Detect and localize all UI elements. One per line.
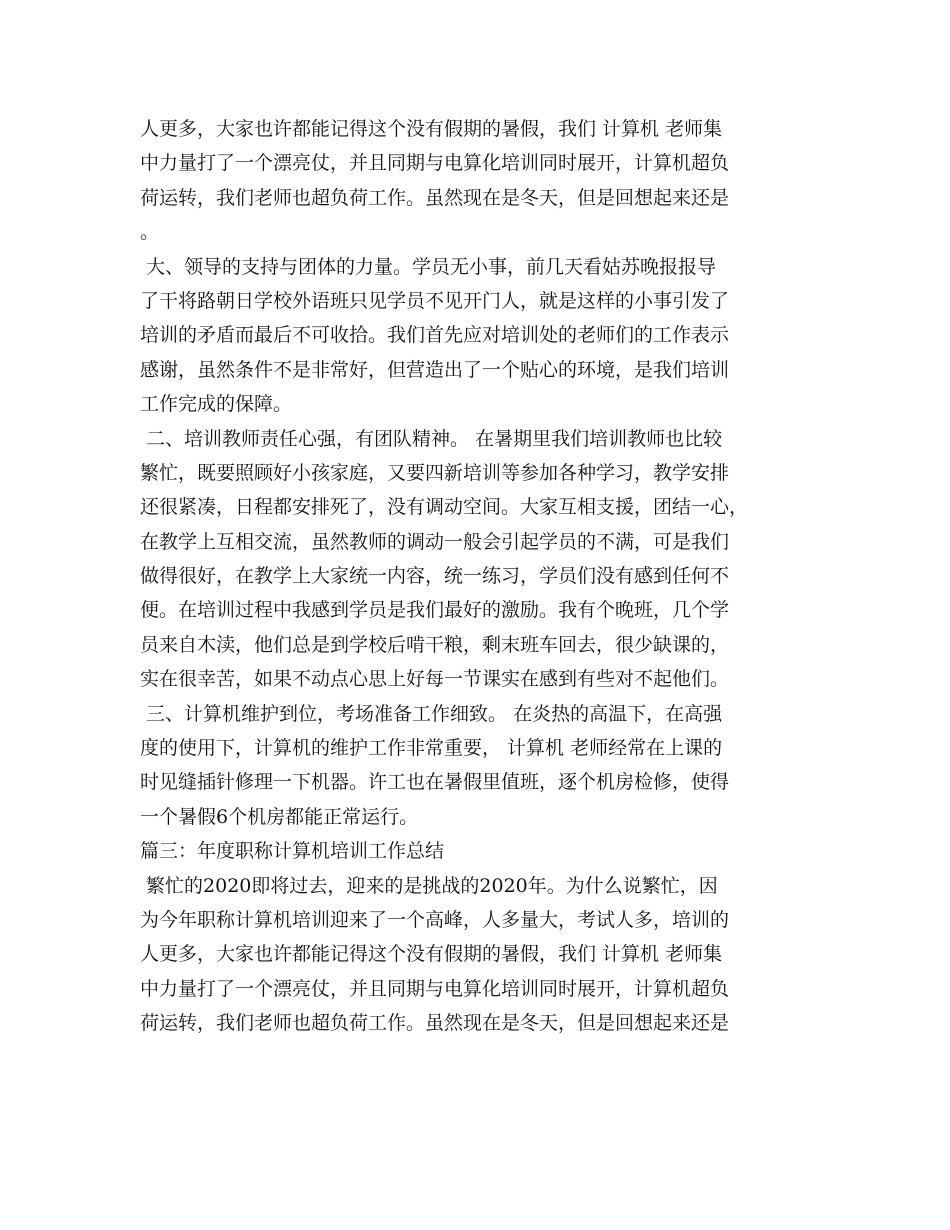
text-line: 。 — [140, 221, 160, 244]
text-line: 在教学上互相交流，虽然教师的调动一般会引起学员的不满，可是我们 — [140, 530, 730, 553]
text-line: 时见缝插针修理一下机器。许工也在暑假里值班，逐个机房检修，使得 — [140, 771, 730, 794]
text-line: 一个暑假6个机房都能正常运行。 — [140, 805, 419, 828]
text-line: 人更多，大家也许都能记得这个没有假期的暑假，我们 计算机 老师集 — [140, 943, 723, 966]
text-line: 感谢，虽然条件不是非常好，但营造出了一个贴心的环境，是我们培训 — [140, 358, 730, 381]
text-line: 员来自木渎，他们总是到学校后啃干粮，剩末班车回去，很少缺课的， — [140, 633, 730, 656]
text-line: 培训的矛盾而最后不可收拾。我们首先应对培训处的老师们的工作表示 — [140, 324, 730, 347]
text-line: 中力量打了一个漂亮仗，并且同期与电算化培训同时展开，计算机超负 — [140, 977, 730, 1000]
text-line: 荷运转，我们老师也超负荷工作。虽然现在是冬天，但是回想起来还是 — [140, 1012, 730, 1035]
text-line: 工作完成的保障。 — [140, 393, 293, 416]
text-line: 人更多，大家也许都能记得这个没有假期的暑假，我们 计算机 老师集 — [140, 118, 723, 140]
section-heading-line: 二、培训教师责任心强，有团队精神。 在暑期里我们培训教师也比较 — [140, 427, 723, 450]
text-line: 度的使用下，计算机的维护工作非常重要， 计算机 老师经常在上课的 — [140, 737, 723, 760]
article-title: 篇三：年度职称计算机培训工作总结 — [140, 840, 445, 863]
text-line: 便。在培训过程中我感到学员是我们最好的激励。我有个晚班，几个学 — [140, 599, 730, 622]
text-line: 为今年职称计算机培训迎来了一个高峰，人多量大，考试人多，培训的 — [140, 908, 730, 931]
text-line: 中力量打了一个漂亮仗，并且同期与电算化培训同时展开，计算机超负 — [140, 152, 730, 175]
text-line: 繁忙，既要照顾好小孩家庭，又要四新培训等参加各种学习，教学安排 — [140, 461, 730, 484]
text-line: 荷运转，我们老师也超负荷工作。虽然现在是冬天，但是回想起来还是 — [140, 186, 730, 209]
text-line: 做得很好，在教学上大家统一内容，统一练习，学员们没有感到任何不 — [140, 565, 730, 588]
text-line: 繁忙的2020即将过去，迎来的是挑战的2020年。为什么说繁忙，因 — [140, 874, 718, 897]
text-line: 还很紧凑，日程都安排死了，没有调动空间。大家互相支援，团结一心， — [140, 496, 749, 519]
section-heading-line: 大、领导的支持与团体的力量。学员无小事，前几天看姑苏晚报报导 — [140, 255, 717, 278]
document-body — [140, 112, 830, 1041]
section-heading-line: 三、计算机维护到位，考场准备工作细致。 在炎热的高温下，在高强 — [140, 702, 723, 725]
text-line: 实在很幸苦，如果不动点心思上好每一节课实在感到有些对不起他们。 — [140, 668, 730, 691]
text-line: 了干将路朝日学校外语班只见学员不见开门人，就是这样的小事引发了 — [140, 289, 730, 312]
